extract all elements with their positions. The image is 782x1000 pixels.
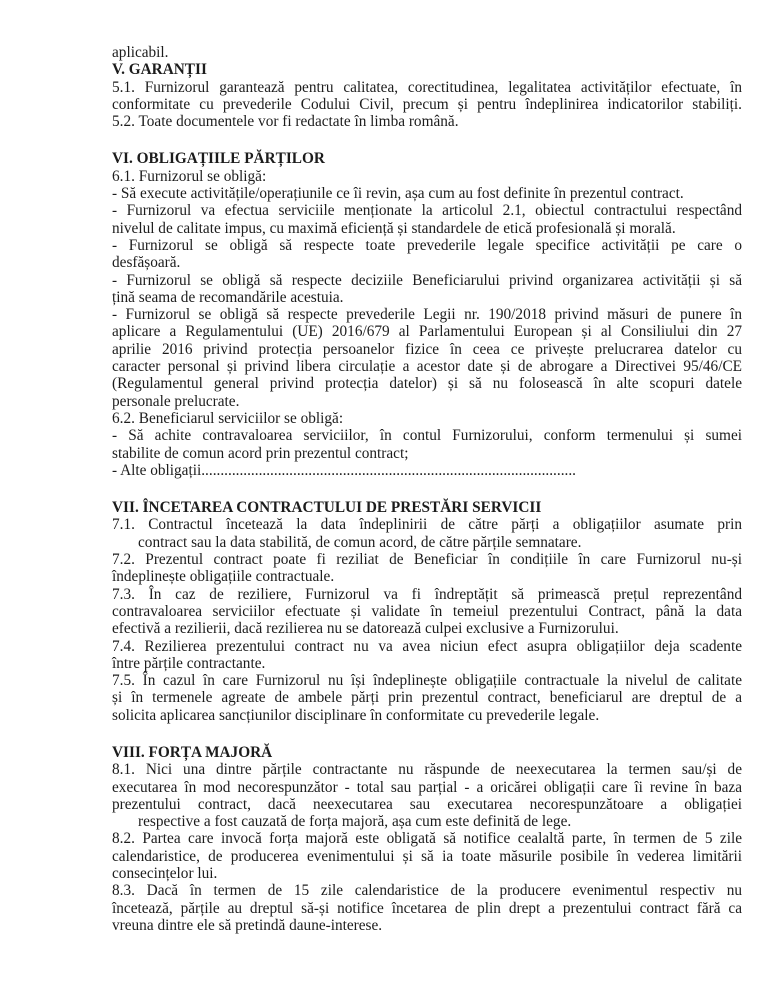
text-line: contravaloarea serviciilor efectuate și validate în temeiul prezentului Contract, până la data — [112, 602, 742, 620]
text-line: 7.4. Rezilierea prezentului contract nu va avea niciun efect asupra obligațiilor deja scadente — [112, 637, 742, 655]
section-heading: VII. ÎNCETAREA CONTRACTULUI DE PRESTĂRI SERVICII — [112, 499, 542, 517]
text-line: 8.2. Partea care invocă forța majoră este obligată să notifice cealaltă parte, în termen de 5 zile — [112, 830, 742, 848]
text-line: caracter personal și privind libera circulație a acestor date și de abrogare a Directivei 95/46/CE — [112, 358, 742, 376]
text-line: - Furnizorul se obligă să respecte toate prevederile legale specifice activității pe care o — [112, 236, 742, 254]
text-line: stabilite de comun acord prin prezentul contract; — [112, 444, 409, 462]
text-line: 5.2. Toate documentele vor fi redactate în limba română. — [112, 113, 459, 131]
text-line: personale prelucrate. — [112, 392, 240, 410]
text-line: - Să execute activitățile/operațiunile ce îi revin, așa cum au fost definite în prezentul contract. — [112, 185, 684, 203]
text-line: respective a fost cauzată de forța majoră, așa cum este definită de lege. — [138, 813, 572, 831]
text-line: 5.1. Furnizorul garantează pentru calitatea, corectitudinea, legalitatea activităților efectuate, în — [112, 78, 742, 96]
text-line: - Furnizorul va efectua serviciile menționate la articolul 2.1, obiectul contractului respectând — [112, 202, 742, 220]
text-line: și în termenele agreate de ambele părți prin prezentul contract, beneficiarul are dreptul de a — [112, 689, 742, 707]
section-spacer — [112, 724, 742, 744]
text-line: - Furnizorul se obligă să respecte deciziile Beneficiarului privind organizarea activității și să — [112, 271, 742, 289]
document-body — [112, 61, 742, 934]
section-spacer — [112, 479, 742, 499]
text-line: vreuna dintre ele să pretindă daune-interese. — [112, 916, 383, 934]
text-line: 6.1. Furnizorul se obligă: — [112, 167, 267, 185]
text-line: - Alte obligații.................................................................................................. — [112, 461, 576, 479]
text-line: 6.2. Beneficiarul serviciilor se obligă: — [112, 409, 344, 427]
text-line: contract sau la data stabilită, de comun acord, de către părțile semnatare. — [138, 533, 582, 551]
text-line: 7.5. În cazul în care Furnizorul nu își îndeplinește obligațiile contractuale la nivelul de calitate — [112, 672, 742, 690]
text-line: țină seama de recomandările acestuia. — [112, 288, 344, 306]
continuation-text: aplicabil. — [112, 44, 169, 61]
text-line: consecințelor lui. — [112, 865, 218, 883]
text-line: îndeplinește obligațiile contractuale. — [112, 568, 335, 586]
text-line: nivelul de calitate impus, cu maximă eficiență și standardele de etică profesională și morală. — [112, 219, 676, 237]
section — [112, 61, 742, 130]
text-line: desfășoară. — [112, 254, 181, 272]
section-heading: VIII. FORȚA MAJORĂ — [112, 743, 273, 761]
section-heading: VI. OBLIGAȚIILE PĂRȚILOR — [112, 150, 325, 168]
text-line: 7.1. Contractul încetează la data îndeplinirii de către părți a obligațiilor asumate prin — [112, 516, 742, 534]
text-line: efectivă a rezilierii, dacă rezilierea nu se datorează culpei exclusive a Furnizorului. — [112, 620, 619, 638]
text-line: între părțile contractante. — [112, 654, 266, 672]
section — [112, 499, 742, 724]
text-line: solicita aplicarea sancțiunilor disciplinare în conformitate cu prevederile legale. — [112, 706, 600, 724]
text-line: aprilie 2016 privind protecția persoanelor fizice în ceea ce privește prelucrarea datelor cu — [112, 340, 742, 358]
text-line: 7.2. Prezentul contract poate fi reziliat de Beneficiar în condițiile în care Furnizorul nu-și — [112, 551, 742, 569]
text-line: (Regulamentul general privind protecția datelor) și să nu folosească în alte scopuri datele — [112, 375, 742, 393]
text-line: încetează, părțile au dreptul să-și notifice încetarea de plin drept a prezentului contract fără ca — [112, 899, 742, 917]
section — [112, 744, 742, 934]
text-line: 8.1. Nici una dintre părțile contractante nu răspunde de neexecutarea la termen sau/și de — [112, 761, 742, 779]
section — [112, 150, 742, 479]
text-line: - Să achite contravaloarea serviciilor, în contul Furnizorului, conform termenului și sumei — [112, 427, 742, 445]
text-line: - Furnizorul se obligă să respecte prevederile Legii nr. 190/2018 privind măsuri de punere în — [112, 306, 742, 324]
text-line: executarea în mod necorespunzător - total sau parțial - a oricărei obligații care îi revine în baza — [112, 778, 742, 796]
text-line: 7.3. În caz de reziliere, Furnizorul va fi îndreptățit să primească prețul reprezentând — [112, 585, 742, 603]
text-line: 8.3. Dacă în termen de 15 zile calendaristice de la producere evenimentul respectiv nu — [112, 882, 742, 900]
text-line: conformitate cu prevederile Codului Civil, precum și pentru îndeplinirea indicatorilor stabiliți. — [112, 95, 742, 113]
section-spacer — [112, 130, 742, 150]
section-heading: V. GARANȚII — [112, 61, 207, 79]
text-line: prezentului contract, dacă neexecutarea sau executarea necorespunzătoare a obligației — [112, 795, 742, 813]
text-line: aplicare a Regulamentului (UE) 2016/679 al Parlamentului European și al Consiliului din 27 — [112, 323, 742, 341]
text-line: calendaristice, de producerea evenimentului și să ia toate măsurile posibile în vederea limitării — [112, 847, 742, 865]
